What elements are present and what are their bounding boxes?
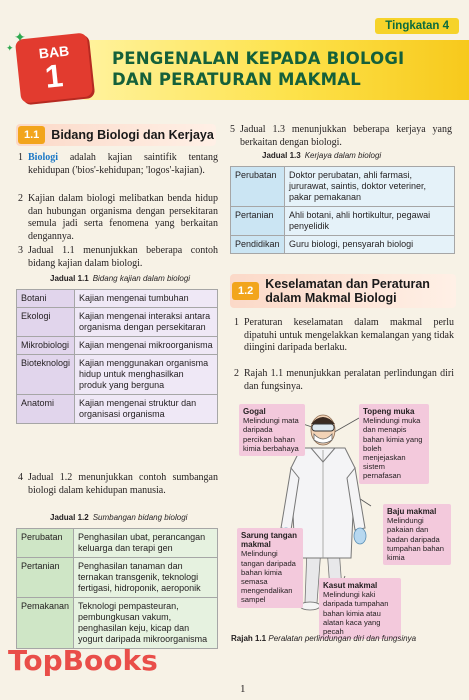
table-cell-field: Perubatan	[231, 167, 285, 207]
paragraph: 5 Jadual 1.3 menunjukkan beberapa kerjaya yang berkaitan dengan biologi.	[230, 124, 452, 148]
section-number: 1.2	[232, 282, 259, 300]
callout-lab-coat: Baju makmal Melindungi pakaian dan badan daripada tumpahan bahan kimia	[383, 504, 451, 565]
table-cell-description: Kajian mengenai interaksi antara organisma dengan persekitaran	[75, 308, 218, 337]
form-level-badge: Tingkatan 4	[375, 18, 459, 34]
table-cell-description: Kajian mengenai tumbuhan	[75, 290, 218, 308]
section-title: Keselamatan dan Peraturan dalam Makmal Biologi	[265, 277, 430, 305]
figure-ppe	[233, 398, 457, 637]
table-row	[231, 207, 455, 236]
callout-face-mask: Topeng muka Melindungi muka dan menapis bahan kimia yang boleh menjejaskan sistem pernafasan	[359, 404, 429, 484]
chapter-title	[112, 48, 462, 90]
callout-lab-shoes: Kasut makmal Melindungi kaki daripada tumpahan bahan kimia atau alatan kaca yang pecah	[319, 578, 401, 639]
table-cell-field: Pertanian	[231, 207, 285, 236]
paragraph: 4 Jadual 1.2 menunjukkan contoh sumbangan biologi dalam kehidupan manusia.	[18, 472, 218, 496]
table-caption: Jadual 1.2 Sumbangan bidang biologi	[50, 513, 188, 522]
callout-goggles: Gogal Melindungi mata daripada percikan bahan kimia berbahaya	[239, 404, 305, 456]
table-cell-field: Pemakanan	[17, 598, 74, 649]
table-cell-field: Botani	[17, 290, 75, 308]
section-heading-1-2	[230, 274, 456, 308]
paragraph: 3 Jadual 1.1 menunjukkan beberapa contoh bidang kajian dalam biologi.	[18, 245, 218, 269]
table-cell-field: Perubatan	[17, 529, 74, 558]
table-row	[231, 236, 455, 254]
table-row	[17, 395, 218, 424]
sparkle-icon: ✦	[14, 30, 26, 46]
table-cell-field: Bioteknologi	[17, 355, 75, 395]
chapter-title-line1: PENGENALAN KEPADA BIOLOGI	[112, 49, 405, 68]
table-cell-description: Teknologi pempasteuran, pembungkusan vakum, penghasilan keju, kicap dan yogurt daripada mikroorganisma	[74, 598, 218, 649]
table-caption: Jadual 1.1 Bidang kajian dalam biologi	[50, 274, 191, 283]
table-cell-description: Penghasilan ubat, perancangan keluarga dan terapi gen	[74, 529, 218, 558]
chapter-label: BAB	[38, 42, 70, 62]
table-cell-field: Mikrobiologi	[17, 337, 75, 355]
table-contributions	[16, 528, 218, 649]
table-row	[17, 529, 218, 558]
table-cell-field: Pertanian	[17, 558, 74, 598]
paragraph: 2 Rajah 1.1 menunjukkan peralatan perlindungan diri dan fungsinya.	[234, 368, 454, 392]
table-cell-field: Pendidikan	[231, 236, 285, 254]
table-cell-field: Anatomi	[17, 395, 75, 424]
paragraph: 2 Kajian dalam biologi melibatkan benda hidup dan hubungan organisma dengan persekitaran semula jadi serta fenomena yang berkaitan dengannya.	[18, 193, 218, 242]
paragraph: 1 Biologi adalah kajian saintifik tentang kehidupan ('bios'-kehidupan; 'logos'-kajian).	[18, 152, 218, 176]
table-row	[17, 337, 218, 355]
table-row	[17, 598, 218, 649]
watermark-logo: TopBooks	[8, 644, 158, 677]
figure-caption: Rajah 1.1 Peralatan perlindungan diri dan fungsinya	[231, 634, 417, 643]
section-title: Bidang Biologi dan Kerjaya	[51, 128, 214, 142]
table-cell-description: Kajian mengenai mikroorganisma	[75, 337, 218, 355]
chapter-title-line2: DAN PERATURAN MAKMAL	[112, 70, 361, 89]
table-cell-description: Penghasilan tanaman dan ternakan transgenik, teknologi fertigasi, hidroponik, aeroponik	[74, 558, 218, 598]
table-cell-description: Ahli botani, ahli hortikultur, pegawai penyelidik	[285, 207, 455, 236]
section-heading-1-1	[16, 124, 216, 146]
table-cell-field: Ekologi	[17, 308, 75, 337]
table-row	[17, 308, 218, 337]
sparkle-icon: ✦	[6, 44, 14, 54]
page-number: 1	[240, 683, 246, 695]
table-row	[231, 167, 455, 207]
table-cell-description: Guru biologi, pensyarah biologi	[285, 236, 455, 254]
keyword: Biologi	[28, 152, 59, 163]
table-fields-of-study	[16, 289, 218, 424]
table-cell-description: Doktor perubatan, ahli farmasi, jururawat, saintis, doktor veteriner, pakar pemakanan	[285, 167, 455, 207]
section-number: 1.1	[18, 126, 45, 144]
table-row	[17, 558, 218, 598]
table-cell-description: Kajian menggunakan organisma hidup untuk menghasilkan produk yang berguna	[75, 355, 218, 395]
table-cell-description: Kajian mengenai struktur dan organisasi organisma	[75, 395, 218, 424]
table-row	[17, 290, 218, 308]
table-caption: Jadual 1.3 Kerjaya dalam biologi	[262, 151, 382, 160]
callout-lab-gloves: Sarung tangan makmal Melindungi tangan daripada bahan kimia semasa mengendalikan sampel	[237, 528, 303, 608]
chapter-number: 1	[43, 57, 65, 95]
table-careers	[230, 166, 455, 254]
table-row	[17, 355, 218, 395]
paragraph: 1 Peraturan keselamatan dalam makmal perlu dipatuhi untuk mengelakkan kemalangan yang tidak diingini daripada berlaku.	[234, 317, 454, 353]
